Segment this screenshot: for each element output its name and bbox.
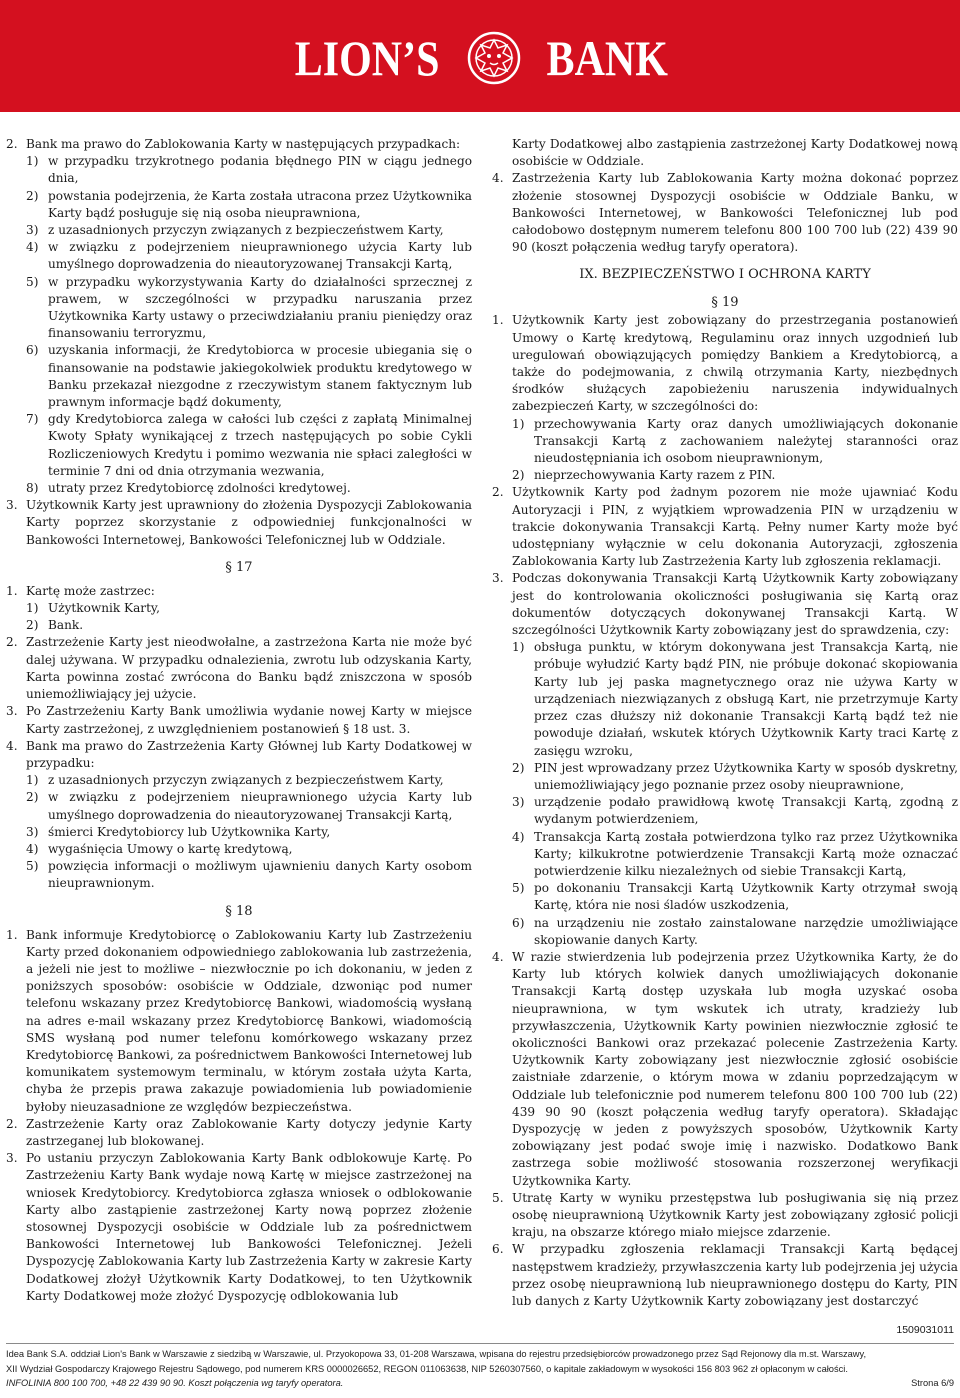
clause-19-3: 3. Podczas dokonywania Transakcji Kartą Użytkownik Karty zobowiązany jest do kontrolowania okoliczności posługiwania się Kartą oraz dokumentów dotyczących dokonywanej Transakcji Kartą. W szczególności Użytkownik Karty zobowiązany jest do sprawdzenia, czy: bbox=[492, 571, 958, 638]
clause-17-2: 2. Zastrzeżenie Karty jest nieodwołalne, a zastrzeżona Karta nie może być dalej używana. W przypadku odnalezienia, zwrotu lub odzyskania Karty, Karta powinna zostać zwrócona do Banku bądź zniszczona w sposób uniemożliwiający jej użycie. bbox=[6, 635, 472, 702]
clause-2-list bbox=[6, 153, 472, 497]
list-item: 5) w przypadku wykorzystywania Karty do działalności sprzecznej z prawem, w szczególności w przypadku naruszania przez Użytkownika Karty ustawy o przeciwdziałaniu praniu pieniędzy oraz finansowaniu terroryzmu, bbox=[26, 274, 472, 341]
clause-19-6: 6. W przypadku zgłoszenia reklamacji Transakcji Kartą będącej następstwem kradzieży, przywłaszczenia karty lub podejrzenia jej użycia przez osobę nieuprawnioną lub nieuprawnionego dostępu do Karty, PIN lub danych z Karty Użytkownik Karty zobowiązany jest dostarczyć bbox=[492, 1242, 958, 1308]
section-heading-19: § 19 bbox=[711, 295, 739, 311]
list-item: 4) wygaśnięcia Umowy o kartę kredytową, bbox=[26, 841, 293, 856]
right-column bbox=[492, 136, 958, 1310]
list-item: 5) powzięcia informacji o możliwym ujawnieniu danych Karty osobom nieuprawnionym. bbox=[26, 859, 472, 891]
list-item: 4) w związku z podejrzeniem nieuprawnionego użycia Karty lub umyślnego doprowadzenia do nieautoryzowanej Transakcji Kartą, bbox=[26, 240, 472, 272]
list-item: 1) Użytkownik Karty, bbox=[26, 601, 161, 616]
footer-line-1: Idea Bank S.A. oddział Lion's Bank w Warszawie z siedzibą w Warszawie, ul. Przyokopowa 33, 01-208 Warszawa, wpisana do rejestru przedsiębiorców prowadzonego przez Sąd Rejonowy dla m.st. Warszawy, bbox=[6, 1349, 867, 1359]
clause-17-3: 3. Po Zastrzeżeniu Karty Bank umożliwia wydanie nowej Karty w miejsce Karty zastrzeżonej, z uwzględnieniem postanowień § 18 ust. 3. bbox=[6, 704, 472, 736]
footer-hotline: INFOLINIA 800 100 700, +48 22 439 90 90. Koszt połączenia wg taryfy operatora. bbox=[6, 1378, 344, 1388]
list-item: 6) na urządzeniu nie zostało zainstalowane narzędzie umożliwiające skopiowanie danych Karty. bbox=[512, 915, 958, 947]
list-item: 3) urządzenie podało prawidłową kwotę Transakcji Kartą, zgodną z wydanym potwierdzeniem, bbox=[512, 795, 958, 827]
list-item: 1) w przypadku trzykrotnego podania błędnego PIN w ciągu jednego dnia, bbox=[26, 154, 472, 186]
chapter-heading: IX. BEZPIECZEŃSTWO I OCHRONA KARTY bbox=[579, 267, 871, 283]
list-item: 6) uzyskania informacji, że Kredytobiorca w procesie ubiegania się o finansowanie na podstawie jakiegokolwiek produktu kredytowego w Banku przekazał niezgodne z rzeczywistym stanem faktycznym lub prawnym informacje bądź dokumenty, bbox=[26, 343, 472, 410]
document-id: 1509031011 bbox=[896, 1324, 954, 1336]
list-item: 2) Bank. bbox=[26, 618, 84, 633]
clause-18-3: 3. Po ustaniu przyczyn Zablokowania Karty Bank odblokowuje Kartę. Po Zastrzeżeniu Karty Bank wydaje nową Kartę w miejsce zastrzeżonej na wniosek Kredytobiorcy. Kredytobiorca zgłasza wniosek o odblokowanie Karty albo zastąpienie zastrzeżonej Karty nową poprzez złożenie stosownej Dyspozycji osobiście w Oddziale lub za pośrednictwem Bankowości Internetowej lub Bankowości Telefonicznej. Jeżeli Dyspozycję Zablokowania Karty lub Zastrzeżenia Karty w zakresie Karty Dodatkowej złożył Użytkownik Karty Dodatkowej, to ten Użytkownik Karty Dodatkowej może złożyć Dyspozycję odblokowania lub bbox=[6, 1151, 472, 1303]
clause-3: 3. Użytkownik Karty jest uprawniony do złożenia Dyspozycji Zablokowania Karty poprzez skorzystanie z odpowiedniej funkcjonalności w Bankowości Internetowej, Bankowości Telefonicznej lub w Oddziale. bbox=[6, 498, 472, 547]
left-column bbox=[6, 136, 472, 1305]
logo-text-left: LION’S bbox=[294, 30, 440, 86]
list-item: 8) utraty przez Kredytobiorcę zdolności kredytowej. bbox=[26, 481, 351, 496]
list-item: 5) po dokonaniu Transakcji Kartą Użytkownik Karty otrzymał swoją Kartę, która nie nosi śladów uszkodzenia, bbox=[512, 881, 958, 913]
clause-17-1: 1. Kartę może zastrzec: bbox=[6, 583, 155, 598]
lion-head-icon bbox=[467, 31, 521, 85]
clause-17-4: 4. Bank ma prawo do Zastrzeżenia Karty Głównej lub Karty Dodatkowej w przypadku: bbox=[6, 738, 472, 770]
section-heading-17: § 17 bbox=[225, 559, 253, 575]
footer bbox=[6, 1347, 954, 1391]
list-item: 2) nieprzechowywania Karty razem z PIN. bbox=[512, 468, 776, 483]
logo-text-right: BANK bbox=[546, 30, 668, 86]
clause-2: 2. Bank ma prawo do Zablokowania Karty w następujących przypadkach: bbox=[6, 137, 461, 151]
list-item: 1) z uzasadnionych przyczyn związanych z bezpieczeństwem Karty, bbox=[26, 773, 444, 788]
list-item: 2) PIN jest wprowadzany przez Użytkownika Karty w sposób dyskretny, uniemożliwiający jego poznanie przez osoby nieuprawnione, bbox=[512, 760, 958, 792]
footer-divider bbox=[6, 1343, 954, 1344]
clause-18-4: 4. Zastrzeżenia Karty lub Zablokowania Karty można dokonać poprzez złożenie stosownej Dyspozycji osobiście w Oddziale Banku, w Bankowości Internetowej, w Bankowości Telefonicznej lub pod całodobowo dostępnym numerem telefonu 800 100 700 lub (22) 439 90 90 (koszt połączenia według taryfy operatora). bbox=[492, 171, 958, 255]
list-item: 4) Transakcja Kartą została potwierdzona tylko raz przez Użytkownika Karty; kilkukrotne potwierdzenie Transakcji Kartą może oznaczać potwierdzenie kilku niezależnych od siebie Transakcji Kartą, bbox=[512, 829, 958, 878]
clause-18-3-continued: Karty Dodatkowej albo zastąpienia zastrzeżonej Karty Dodatkowej nową osobiście w Oddziale. bbox=[512, 137, 958, 169]
clause-19-1: 1. Użytkownik Karty jest zobowiązany do przestrzegania postanowień Umowy o Kartę kredytową, Regulaminu oraz innych uzgodnień lub uregulowań obowiązujących pomiędzy Bankiem a Kredytobiorcą, a także do podejmowania, z chwilą otrzymania Karty, niezbędnych środków służących zapobieżeniu naruszenia indywidualnych zabezpieczeń Karty, w szczególności do: bbox=[492, 313, 958, 414]
footer-line-2: XII Wydział Gospodarczy Krajowego Rejestru Sądowego, pod numerem KRS 0000026652, REGON 011063638, NIP 5260307560, o kapitale zakładowym w wysokości 156 803 962 zł opłaconym w całości. bbox=[6, 1363, 848, 1374]
list-item: 2) powstania podejrzenia, że Karta została utracona przez Użytkownika Karty bądź posługuje się nią osoba nieuprawniona, bbox=[26, 188, 472, 220]
list-item: 7) gdy Kredytobiorca zalega w całości lub części z zapłatą Minimalnej Kwoty Spłaty wynikającej z trzech następujących po sobie Cykli Rozliczeniowych Kredytu i pomimo wezwania nie spłaci zaległości w terminie 7 dni od dnia otrzymania wezwania, bbox=[26, 412, 472, 478]
list-item: 1) obsługa punktu, w którym dokonywana jest Transakcja Kartą, nie próbuje wyłudzić Karty bądź PIN, nie próbuje dokonać skopiowania Karty lub jej paska magnetycznego oraz nie używa Karty w urządzeniach niezwiązanych z obsługą Kart, nie przetrzymuje Karty przez czas dłuższy niż dokonanie Transakcji Kartą bądź też nie powoduje działań, wskutek których Użytkownik Karty traci Kartę z zasięgu wzroku, bbox=[512, 640, 958, 758]
bank-logo bbox=[0, 28, 960, 88]
header-banner bbox=[0, 0, 960, 112]
clause-18-1: 1. Bank informuje Kredytobiorcę o Zablokowaniu Karty lub Zastrzeżeniu Karty przed dokonaniem odpowiedniego zablokowania lub zastrzeżenia, a jeżeli nie jest to możliwe – niezwłocznie po ich dokonaniu, w jeden z poniższych sposobów: osobiście w Oddziale, dzwoniąc pod numer telefonu wskazany przez Kredytobiorcę Bankowi, wiadomością wysłaną na adres e-mail wskazany przez Kredytobiorcę Bankowi, wiadomością SMS wysłaną pod numer telefonu komórkowego wskazany przez Kredytobiorcę Bankowi, za pośrednictwem Bankowości Internetowej lub komunikatem systemowym terminalu, w którym została użyta Karta, chyba że przepis prawa zakazuje powiadomienia lub powiadomienie byłoby nieuzasadnione ze względów bezpieczeństwa. bbox=[6, 927, 472, 1114]
list-item: 3) z uzasadnionych przyczyn związanych z bezpieczeństwem Karty, bbox=[26, 223, 444, 238]
clause-18-2: 2. Zastrzeżenie Karty oraz Zablokowanie Karty dotyczy jedynie Karty zastrzeganej lub blokowanej. bbox=[6, 1116, 472, 1148]
clause-19-2: 2. Użytkownik Karty pod żadnym pozorem nie może ujawniać Kodu Autoryzacji i PIN, z wyjątkiem wprowadzenia PIN w urządzeniu w trakcie dokonywania Transakcji Kartą. Pełny numer Karty może być udostępniany wyłącznie w celu dokonania Autoryzacji, zgłoszenia Zablokowania Karty lub Zastrzeżenia Karty lub zgłoszenia reklamacji. bbox=[492, 485, 958, 569]
list-item: 3) śmierci Kredytobiorcy lub Użytkownika Karty, bbox=[26, 824, 331, 839]
section-heading-18: § 18 bbox=[225, 903, 253, 919]
list-item: 1) przechowywania Karty oraz danych umożliwiających dokonanie Transakcji Kartą z zachowaniem należytej staranności oraz nieudostępniania ich osobom nieuprawnionym, bbox=[512, 416, 958, 466]
page-number: Strona 6/9 bbox=[911, 1378, 954, 1388]
clause-19-5: 5. Utratę Karty w wyniku przestępstwa lub posługiwania się nią przez osobę nieuprawnioną Użytkownik Karty jest zobowiązany zgłosić policji kraju, na obszarze którego miało miejsce zdarzenie. bbox=[492, 1190, 958, 1240]
list-item: 2) w związku z podejrzeniem nieuprawnionego użycia Karty lub umyślnego doprowadzenia do nieautoryzowanej Transakcji Kartą, bbox=[26, 790, 472, 822]
clause-19-4: 4. W razie stwierdzenia lub podejrzenia przez Użytkownika Karty, że do Karty lub których kolwiek danych umożliwiających dokonanie Transakcji Kartą dostęp uzyskała lub mogła uzyskać osoba nieuprawniona, w tym wskutek ich utraty, kradzieży lub przywłaszczenia, Użytkownik Karty powinien niezwłocznie zgłosić te okoliczności Bankowi oraz przekazać polecenie Zastrzeżenia Karty. Użytkownik Karty zobowiązany jest niezwłocznie zgłosić osobiście zaistniałe zdarzenie, o którym mowa w zdaniu poprzedzającym w Oddziale lub telefonicznie pod numerem telefonu 800 100 700 lub (22) 439 90 90 (koszt połączenia według taryfy operatora). Składając Dyspozycję w jeden z powyższych sposobów, Użytkownik Karty zobowiązany jest podać swoje imię i nazwisko. Dodatkowo Bank zastrzega sobie możliwość stosowania rozszerzonej weryfikacji Użytkownika Karty. bbox=[492, 949, 958, 1188]
